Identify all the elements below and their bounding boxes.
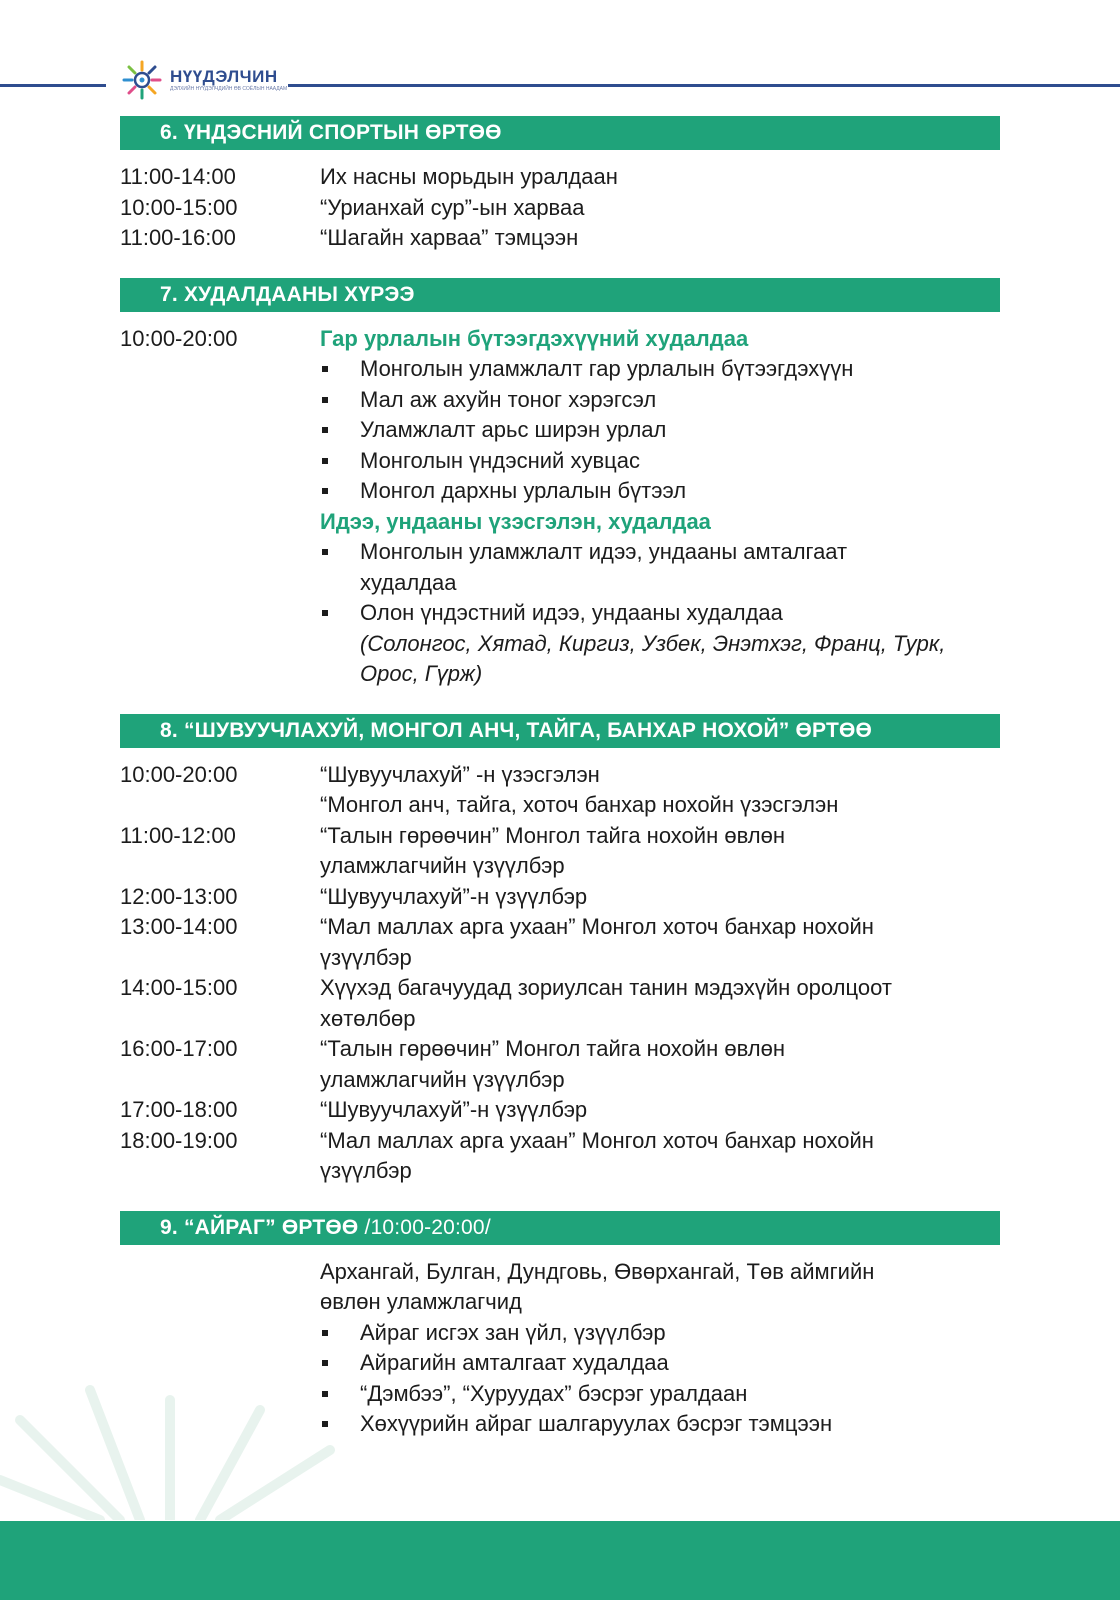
schedule-line: “Шувуучлахуй” -н үзэсгэлэн (320, 761, 600, 787)
schedule-text: “Шагайн харваа” тэмцээн (320, 225, 579, 250)
schedule-text (320, 882, 1000, 913)
schedule-text (320, 821, 1000, 882)
schedule-line: Архангай, Булган, Дундговь, Өвөрхангай, Төв аймгийн (320, 1258, 875, 1284)
schedule-text: “Урианхай сур”-ын харваа (320, 194, 585, 220)
schedule-line: уламжлагчийн үзүүлбэр (320, 853, 565, 878)
schedule-line: “Монгол анч, тайга, хоточ банхар нохойн үзэсгэлэн (320, 792, 839, 817)
schedule-row (120, 760, 1000, 821)
schedule-time: 16:00-17:00 (120, 1036, 238, 1061)
schedule-row (120, 324, 1000, 690)
schedule-time: 11:00-14:00 (120, 164, 236, 189)
section-title-text: 9. “АЙРАГ” ӨРТӨӨ (160, 1215, 359, 1239)
schedule-time: 10:00-15:00 (120, 194, 238, 220)
sunburst-decoration (0, 1380, 440, 1520)
sun-emblem-icon (120, 58, 164, 102)
schedule-line: өвлөн уламжлагчид (320, 1289, 522, 1314)
list-item: Айраг исгэх зан үйл, үзүүлбэр (320, 1318, 1000, 1349)
schedule-text: Их насны морьдын уралдаан (320, 164, 618, 189)
section-title: 8. “ШУВУУЧЛАХУЙ, МОНГОЛ АНЧ, ТАЙГА, БАНХАР НОХОЙ” ӨРТӨӨ (120, 714, 1000, 748)
list-item-text: Олон үндэстний идээ, ундааны худалдаа (360, 600, 783, 625)
countries-note: Орос, Гүрж) (360, 661, 483, 686)
schedule-time: 10:00-20:00 (120, 761, 238, 787)
list-item: Монголын уламжлалт идээ, ундааны амталгаат худалдаа (320, 537, 1000, 598)
schedule-row (120, 193, 1000, 224)
schedule-time: 14:00-15:00 (120, 975, 238, 1000)
schedule-time: 12:00-13:00 (120, 883, 238, 909)
schedule-text (320, 1126, 1000, 1187)
subsection-heading: Гар урлалын бүтээгдэхүүний худалдаа (320, 325, 749, 351)
schedule-text (320, 760, 1000, 821)
schedule-row (120, 1126, 1000, 1187)
footer-band (0, 1521, 1120, 1600)
schedule-text (320, 1095, 1000, 1126)
schedule-time: 11:00-12:00 (120, 822, 236, 848)
schedule-row (120, 821, 1000, 882)
brand-text (170, 68, 287, 93)
brand-name: НҮҮДЭЛЧИН (170, 66, 278, 86)
section-national-sports (120, 116, 1000, 254)
brand-logo (120, 58, 287, 102)
schedule-time: 13:00-14:00 (120, 914, 238, 939)
countries-note: (Солонгос, Хятад, Киргиз, Узбек, Энэтхэг, Франц, Турк, (360, 630, 946, 656)
schedule-time: 10:00-20:00 (120, 325, 238, 351)
list-item: “Дэмбээ”, “Хуруудах” бэсрэг уралдаан (320, 1379, 1000, 1410)
schedule-details (320, 324, 1000, 690)
bullet-list (320, 354, 1000, 507)
list-item: Мал аж ахуйн тоног хэрэгсэл (320, 385, 1000, 416)
schedule-row (120, 1095, 1000, 1126)
schedule-line: “Талын гөрөөчин” Монгол тайга нохойн өвлөн (320, 1036, 785, 1061)
schedule-line: “Шувуучлахуй”-н үзүүлбэр (320, 883, 588, 909)
section-title: 6. ҮНДЭСНИЙ СПОРТЫН ӨРТӨӨ (120, 116, 1000, 150)
page-header (0, 54, 1120, 104)
section-title (120, 1211, 1000, 1245)
schedule-line: уламжлагчийн үзүүлбэр (320, 1066, 565, 1092)
schedule-row (120, 882, 1000, 913)
schedule-row (120, 162, 1000, 193)
section-trade-circle (120, 278, 1000, 690)
bullet-list (320, 537, 1000, 690)
schedule-row (120, 223, 1000, 254)
schedule-line: “Мал маллах арга ухаан” Монгол хоточ банхар нохойн (320, 1127, 874, 1153)
schedule-time: 18:00-19:00 (120, 1127, 238, 1153)
schedule-text (320, 912, 1000, 973)
list-item: Хөхүүрийн айраг шалгаруулах бэсрэг тэмцээн (320, 1409, 1000, 1440)
schedule-line: “Мал маллах арга ухаан” Монгол хоточ банхар нохойн (320, 914, 874, 939)
section-title-time: /10:00-20:00/ (364, 1215, 491, 1239)
schedule-line: “Шувуучлахуй”-н үзүүлбэр (320, 1097, 588, 1122)
schedule-row (120, 973, 1000, 1034)
schedule-line: үзүүлбэр (320, 944, 412, 970)
list-item: Монголын үндэсний хувцас (320, 446, 1000, 477)
schedule-text (320, 1034, 1000, 1095)
section-title: 7. ХУДАЛДААНЫ ХҮРЭЭ (120, 278, 1000, 312)
list-item (320, 598, 1000, 690)
schedule-content (120, 116, 1000, 1464)
schedule-line: хөтөлбөр (320, 1005, 416, 1031)
schedule-text (320, 973, 1000, 1034)
schedule-row (120, 912, 1000, 973)
brand-tagline: ДЭЛХИЙН НҮҮДЭЛЧДИЙН ӨВ СОЁЛЫН НААДАМ (170, 85, 288, 92)
header-rule-left (0, 84, 106, 87)
schedule-time: 11:00-16:00 (120, 225, 236, 250)
schedule-line: “Талын гөрөөчин” Монгол тайга нохойн өвлөн (320, 822, 785, 848)
schedule-line: үзүүлбэр (320, 1158, 412, 1183)
header-rule-right (288, 84, 1120, 87)
list-item: Уламжлалт арьс ширэн урлал (320, 415, 1000, 446)
list-item: Айрагийн амталгаат худалдаа (320, 1348, 1000, 1379)
subsection-heading: Идээ, ундааны үзэсгэлэн, худалдаа (320, 508, 711, 534)
schedule-line: Хүүхэд багачуудад зориулсан танин мэдэхүйн оролцоот (320, 975, 892, 1000)
schedule-row (120, 1034, 1000, 1095)
list-item: Монголын уламжлалт гар урлалын бүтээгдэхүүн (320, 354, 1000, 385)
list-item: Монгол дархны урлалын бүтээл (320, 476, 1000, 507)
schedule-time: 17:00-18:00 (120, 1097, 238, 1122)
section-falconry-hunting (120, 714, 1000, 1187)
